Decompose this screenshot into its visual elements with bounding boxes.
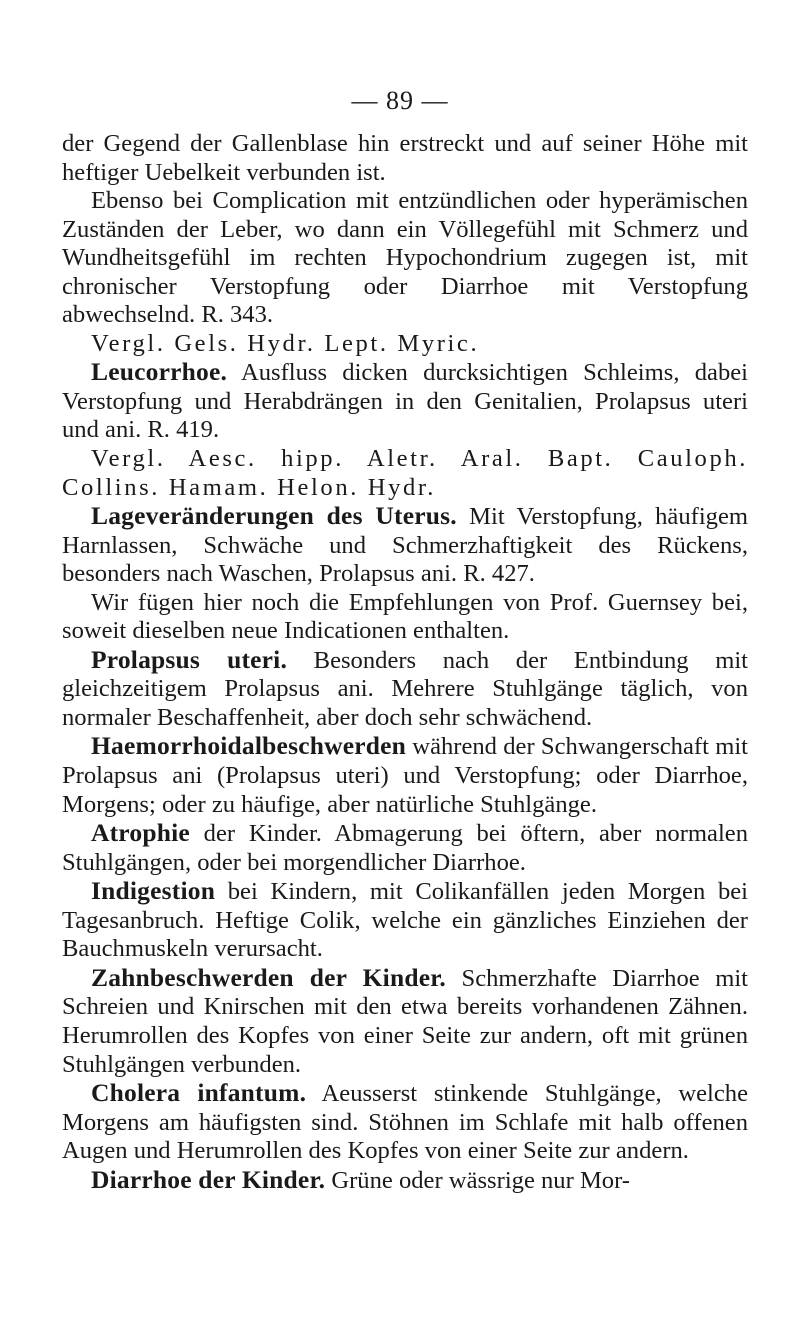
- remedy-reference: [62, 445, 748, 502]
- section-heading: Indigestion: [91, 876, 216, 906]
- paragraph-text: der Gegend der Gallenblase hin erstreckt und auf seiner Höhe mit heftiger Uebelkeit verbunden ist.: [62, 130, 748, 186]
- paragraph-text: Wir fügen hier noch die Empfehlungen von Prof. Guernsey bei, soweit dieselben neue Indicationen enthalten.: [62, 588, 748, 645]
- section-heading: Diarrhoe der Kinder.: [91, 1164, 326, 1194]
- paragraph: [62, 646, 748, 733]
- paragraph-text: Mit Verstopfung, häufigem Harnlassen, Schwäche und Schmerzhaftigkeit des Rückens, besonders nach Waschen, Prolapsus ani. R. 427.: [62, 503, 749, 588]
- paragraph-text: Grüne oder wässrige nur Mor-: [325, 1166, 630, 1194]
- paragraph: [62, 732, 748, 819]
- remedy-reference: [62, 330, 748, 359]
- paragraph: [62, 187, 748, 330]
- paragraph: [62, 964, 748, 1079]
- paragraph-text: Ausfluss dicken durcksichtigen Schleims, dabei Verstopfung und Herabdrängen in den Genitalien, Prolapsus uteri und ani. R. 419.: [62, 359, 748, 444]
- paragraph-text: Vergl. Aesc. hipp. Aletr. Aral. Bapt. Cauloph. Collins. Hamam. Helon. Hydr.: [62, 445, 748, 501]
- section-heading: Atrophie: [91, 818, 190, 848]
- section-heading: Leucorrhoe.: [91, 357, 228, 387]
- paragraph: [62, 877, 748, 964]
- section-heading: Lageveränderungen des Uterus.: [91, 501, 457, 531]
- paragraph: [62, 130, 748, 187]
- paragraph: [62, 358, 748, 445]
- paragraph-text: Vergl. Gels. Hydr. Lept. Myric.: [91, 329, 480, 357]
- section-heading: Prolapsus uteri.: [91, 644, 288, 674]
- paragraph-text: Schmerzhafte Diarrhoe mit Schreien und Knirschen mit den etwa bereits vorhandenen Zähnen. Herumrollen des Kopfes von einer Seite zur andern, oft mit grünen Stuhlgängen verbunden.: [62, 964, 748, 1078]
- paragraph-text: während der Schwangerschaft mit Prolapsus ani (Prolapsus uteri) und Verstopfung; oder Diarrhoe, Morgens; oder zu häufige, aber natürliche Stuhlgänge.: [62, 733, 748, 818]
- paragraph: [62, 819, 748, 877]
- page-body: [62, 130, 748, 1195]
- paragraph-text: der Kinder. Abmagerung bei öftern, aber normalen Stuhlgängen, oder bei morgendlicher Diarrhoe.: [62, 820, 748, 876]
- paragraph-text: bei Kindern, mit Colikanfällen jeden Morgen bei Tagesanbruch. Heftige Colik, welche ein gänzliches Einziehen der Bauchmuskeln verursacht.: [62, 878, 748, 963]
- paragraph: [62, 502, 748, 589]
- section-heading: Haemorrhoidalbeschwerden: [91, 731, 407, 761]
- page-number: — 89 —: [351, 86, 449, 115]
- paragraph-text: Aeusserst stinkende Stuhlgänge, welche Morgens am häufigsten sind. Stöhnen im Schlafe mit halb offenen Augen und Herumrollen des Kopfes von einer Seite zur andern.: [62, 1080, 748, 1165]
- paragraph: [62, 1166, 748, 1196]
- section-heading: Zahnbeschwerden der Kinder.: [91, 962, 447, 992]
- section-heading: Cholera infantum.: [91, 1078, 307, 1108]
- paragraph-text: Besonders nach der Entbindung mit gleichzeitigem Prolapsus ani. Mehrere Stuhlgänge täglich, von normaler Beschaffenheit, aber doch sehr schwächend.: [62, 646, 748, 731]
- paragraph-text: Ebenso bei Complication mit entzündlichen oder hyperämischen Zuständen der Leber, wo dann ein Völlegefühl mit Schmerz und Wundheitsgefühl im rechten Hypochondrium zugegen ist, mit chronischer Verstopfung oder Diarrhoe mit Verstopfung abwechselnd. R. 343.: [62, 187, 748, 329]
- paragraph: [62, 1079, 748, 1166]
- paragraph: [62, 589, 748, 646]
